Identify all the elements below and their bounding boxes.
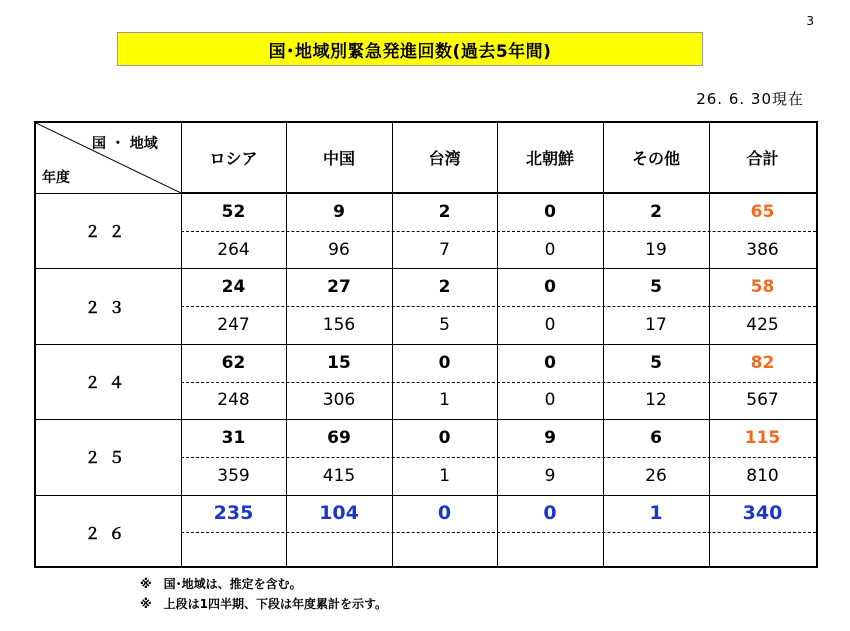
cumulative-value-cell: 9 (544, 465, 556, 486)
quarter-value-cell: 9 (333, 201, 345, 222)
cumulative-value-cell (603, 532, 709, 570)
corner-label-region: 国 ・ 地域 (92, 136, 158, 152)
cumulative-value-cell: 359 (217, 465, 250, 486)
quarter-value-cell: 82 (750, 352, 775, 373)
quarter-value-cell: 52 (221, 201, 246, 222)
quarter-value-cell: 27 (327, 277, 351, 298)
quarter-value-cell: 2 (650, 201, 662, 222)
cumulative-value-cell: 567 (746, 390, 779, 411)
cumulative-value-cell: 19 (645, 239, 667, 260)
cumulative-value-cell (497, 532, 603, 570)
cumulative-value-cell: 306 (322, 390, 356, 411)
cumulative-value-cell (709, 532, 816, 570)
quarter-value-cell: 0 (544, 201, 556, 222)
quarter-value-cell: 0 (438, 352, 451, 373)
quarter-value-cell: 5 (650, 352, 662, 373)
cumulative-value-cell: 1 (439, 465, 450, 486)
quarter-value-cell: 0 (437, 502, 452, 525)
quarter-value-cell: 0 (544, 352, 556, 373)
quarter-value-cell: 5 (650, 277, 662, 298)
quarter-value-cell: 2 (438, 277, 451, 298)
quarter-value-cell: 115 (744, 428, 781, 449)
cumulative-value-cell: 7 (439, 239, 450, 260)
quarter-value-cell: 1 (649, 502, 663, 525)
cumulative-value-cell: 0 (544, 239, 556, 260)
cumulative-value-cell: 1 (439, 390, 450, 411)
cumulative-value-cell: 156 (322, 314, 356, 335)
quarter-value-cell: 0 (438, 428, 451, 449)
year-label: ２３ (84, 297, 133, 317)
corner-label-year: 年度 (42, 170, 70, 186)
quarter-value-cell: 58 (750, 277, 775, 298)
quarter-value-cell: 2 (438, 201, 451, 222)
cumulative-value-cell: 248 (217, 390, 250, 411)
quarter-value-cell: 69 (327, 428, 351, 449)
note-estimate: ※ 国･地域は、推定を含む。 (140, 577, 302, 591)
cumulative-value-cell (392, 532, 497, 570)
quarter-value-cell: 31 (221, 428, 246, 449)
page-title: 国･地域別緊急発進回数(過去5年間) (117, 32, 703, 66)
cumulative-value-cell: 5 (439, 314, 450, 335)
cumulative-value-cell: 26 (645, 465, 667, 486)
quarter-value-cell: 65 (750, 201, 775, 222)
quarter-value-cell: 62 (221, 352, 246, 373)
column-header: 台湾 (392, 123, 497, 193)
quarter-value-cell: 104 (319, 502, 359, 525)
cumulative-value-cell: 247 (217, 314, 250, 335)
cumulative-value-cell: 415 (322, 465, 356, 486)
year-label: ２４ (84, 372, 133, 392)
column-header: ロシア (181, 123, 286, 193)
cumulative-value-cell: 17 (645, 314, 667, 335)
cumulative-value-cell: 810 (746, 465, 779, 486)
year-label: ２６ (84, 523, 133, 543)
cumulative-value-cell (181, 532, 286, 570)
column-header: 合計 (709, 123, 816, 193)
quarter-value-cell: 0 (544, 277, 556, 298)
cumulative-value-cell: 0 (544, 390, 556, 411)
year-label: ２２ (84, 222, 133, 242)
quarter-value-cell: 0 (543, 502, 557, 525)
quarter-value-cell: 6 (650, 428, 662, 449)
cumulative-value-cell: 12 (645, 390, 667, 411)
as-of-date: 26. 6. 30現在 (696, 90, 804, 108)
cumulative-value-cell: 386 (746, 239, 779, 260)
quarter-value-cell: 340 (742, 502, 783, 525)
column-header: 中国 (286, 123, 392, 193)
year-label: ２５ (84, 448, 133, 468)
quarter-value-cell: 9 (544, 428, 556, 449)
cumulative-value-cell (286, 532, 392, 570)
column-header: 北朝鮮 (497, 123, 603, 193)
scramble-table (34, 121, 818, 568)
cumulative-value-cell: 96 (328, 239, 350, 260)
column-header: その他 (603, 123, 709, 193)
quarter-value-cell: 235 (213, 502, 254, 525)
cumulative-value-cell: 0 (544, 314, 556, 335)
quarter-value-cell: 24 (221, 277, 246, 298)
cumulative-value-cell: 425 (746, 314, 779, 335)
quarter-value-cell: 15 (327, 352, 351, 373)
cumulative-value-cell: 264 (217, 239, 250, 260)
note-legend: ※ 上段は1四半期、下段は年度累計を示す。 (140, 597, 388, 611)
page-number: 3 (806, 14, 814, 28)
